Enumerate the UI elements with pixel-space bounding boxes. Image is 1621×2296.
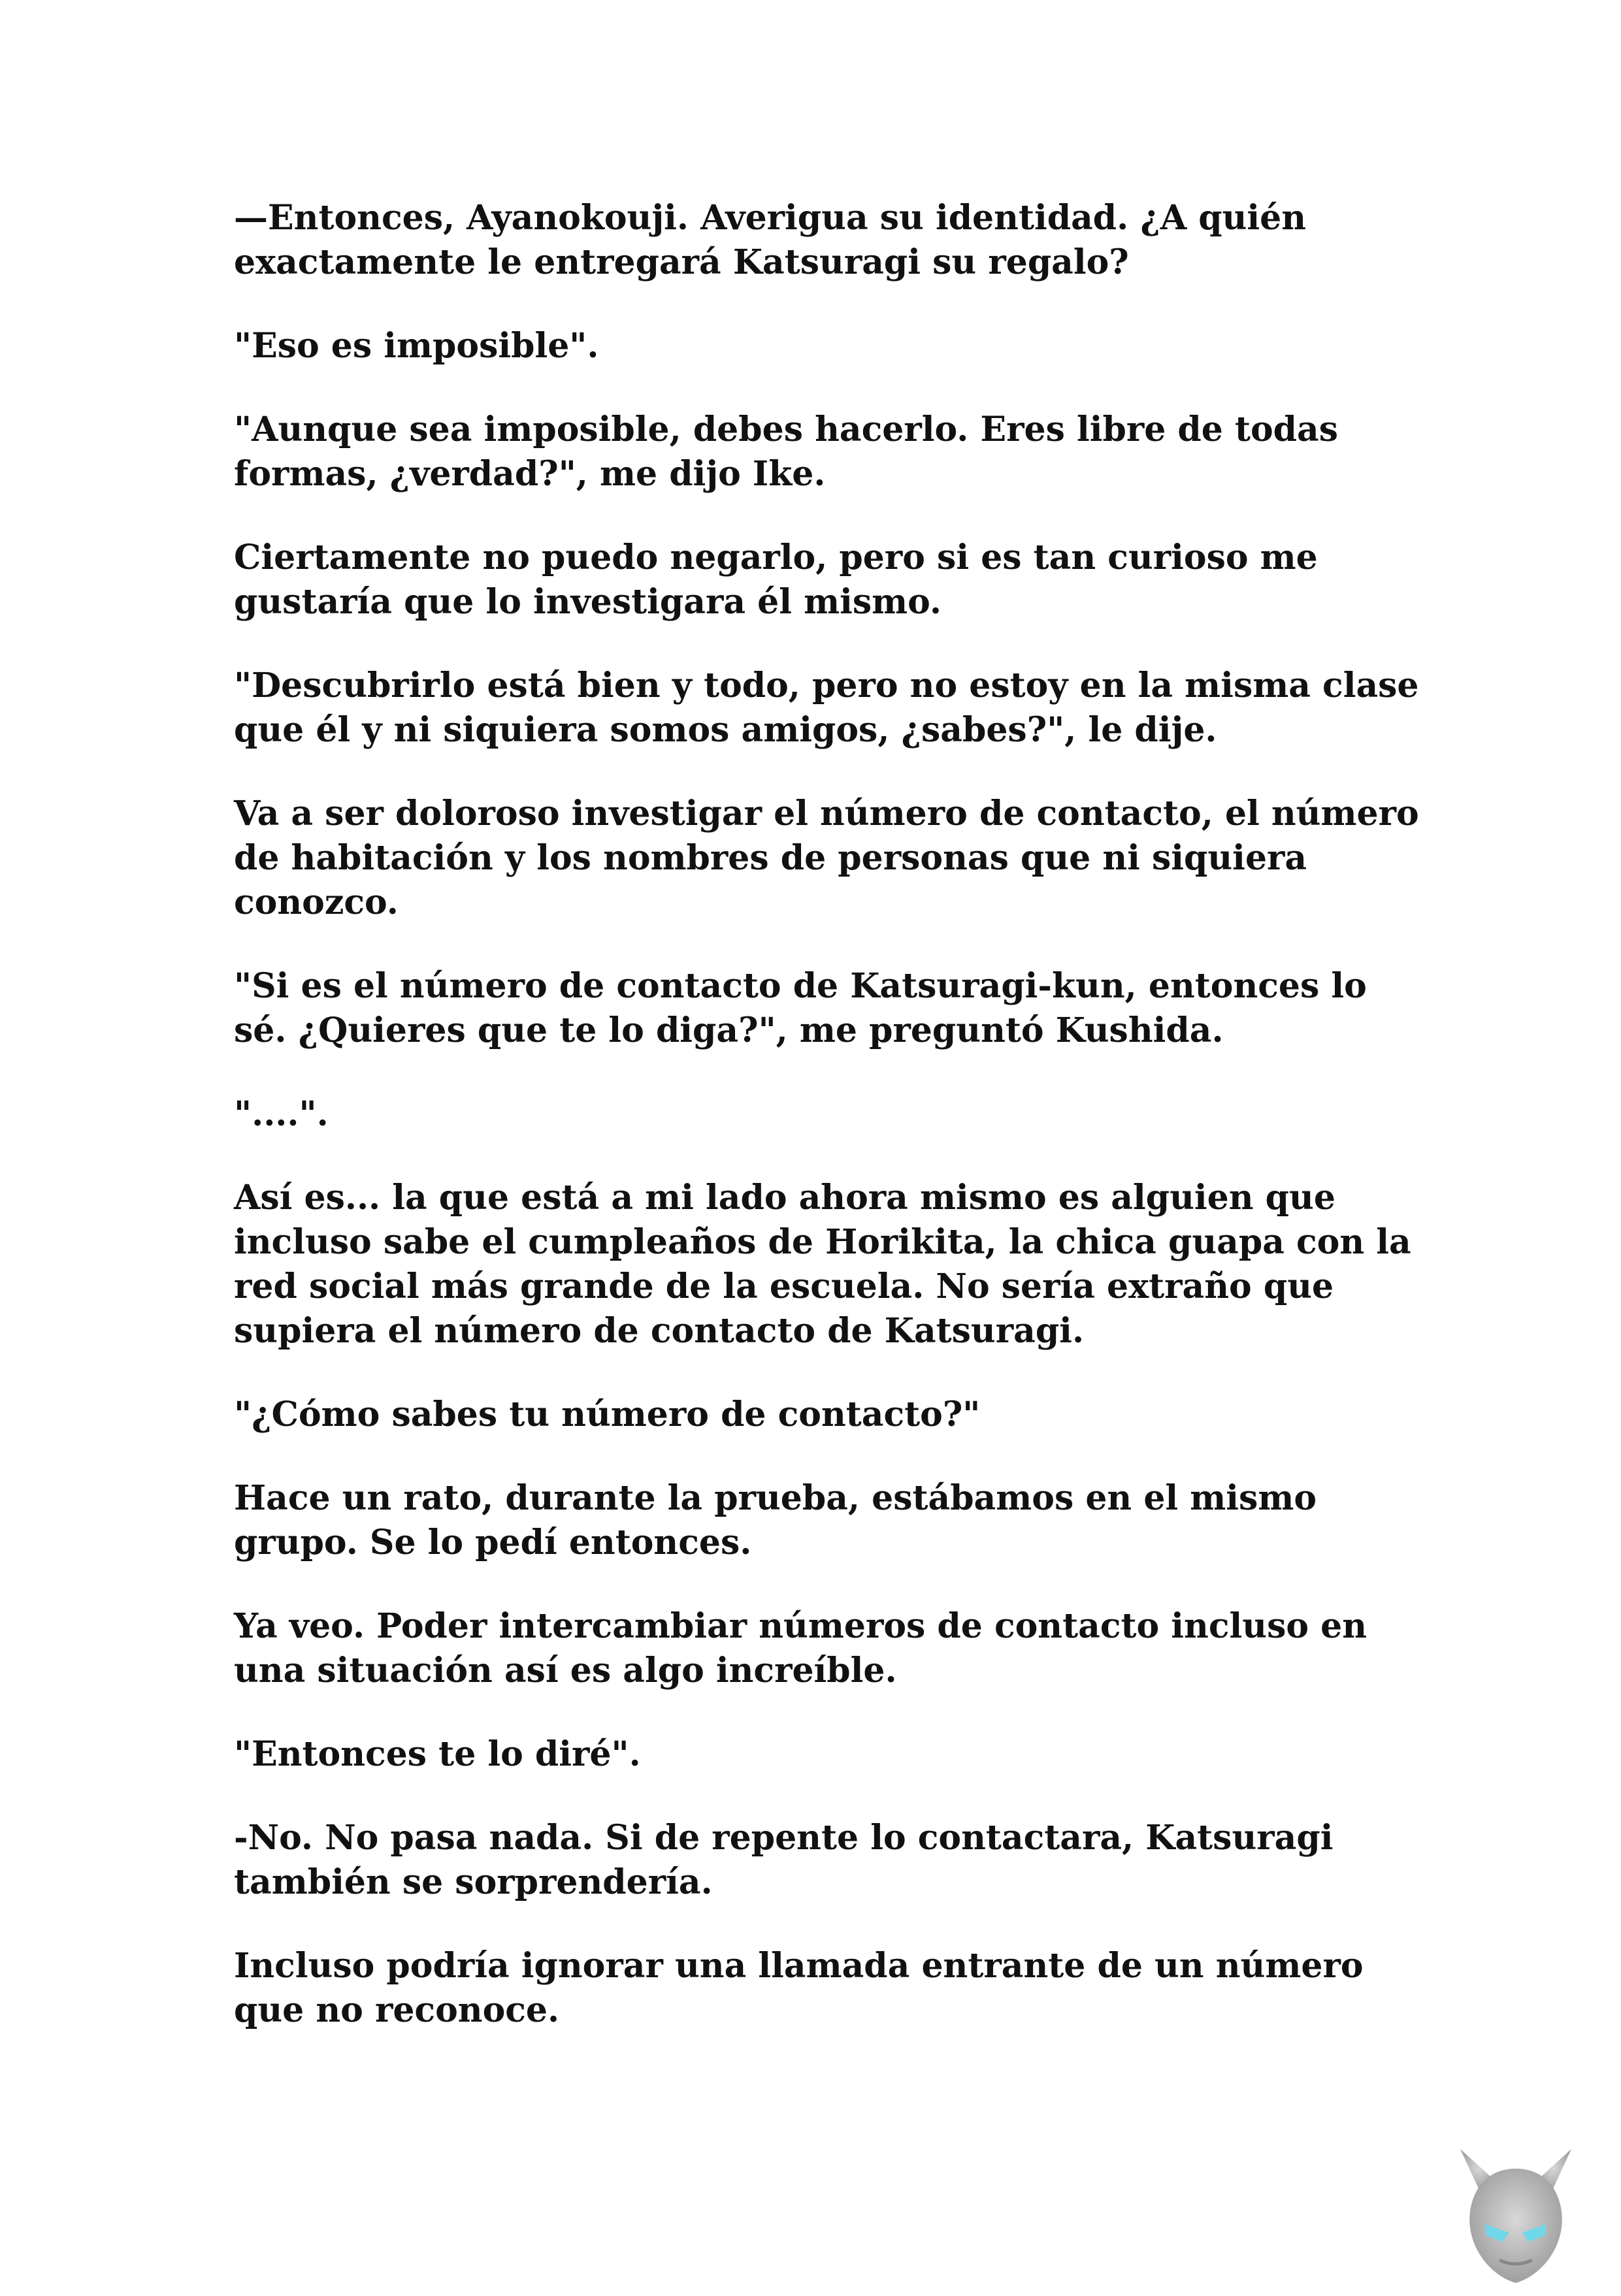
- paragraph: "Entonces te lo diré".: [234, 1734, 641, 1774]
- paragraph: Va a ser doloroso investigar el número de contacto, el número de habitación y los nombres de personas que ni siquiera conozco.: [234, 794, 1419, 922]
- paragraph: Ciertamente no puedo negarlo, pero si es tan curioso me gustaría que lo investigara él mismo.: [234, 538, 1318, 622]
- paragraph: Incluso podría ignorar una llamada entrante de un número que no reconoce.: [234, 1946, 1364, 2030]
- paragraph: "Eso es imposible".: [234, 326, 599, 366]
- paragraph: Hace un rato, durante la prueba, estábamos en el mismo grupo. Se lo pedí entonces.: [234, 1478, 1317, 1562]
- paragraph: "Descubrirlo está bien y todo, pero no estoy en la misma clase que él y ni siquiera somos amigos, ¿sabes?", le dije.: [234, 666, 1419, 750]
- paragraph: "Aunque sea imposible, debes hacerlo. Eres libre de todas formas, ¿verdad?", me dijo Ike.: [234, 410, 1338, 494]
- paragraph: -No. No pasa nada. Si de repente lo contactara, Katsuragi también se sorprendería.: [234, 1818, 1334, 1902]
- demon-head-logo-icon: [1434, 2129, 1597, 2293]
- paragraph: "¿Cómo sabes tu número de contacto?": [234, 1395, 981, 1434]
- paragraph: Ya veo. Poder intercambiar números de contacto incluso en una situación así es algo increíble.: [234, 1606, 1367, 1690]
- body-text: [234, 196, 1423, 2072]
- paragraph: Así es... la que está a mi lado ahora mismo es alguien que incluso sabe el cumpleaños de Horikita, la chica guapa con la red social más grande de la escuela. No sería extraño que supiera el número de contacto de Katsuragi.: [234, 1178, 1411, 1351]
- paragraph: "....".: [234, 1094, 329, 1134]
- paragraph: —Entonces, Ayanokouji. Averigua su identidad. ¿A quién exactamente le entregará Katsuragi su regalo?: [234, 198, 1307, 282]
- paragraph: "Si es el número de contacto de Katsuragi-kun, entonces lo sé. ¿Quieres que te lo diga?", me preguntó Kushida.: [234, 966, 1367, 1050]
